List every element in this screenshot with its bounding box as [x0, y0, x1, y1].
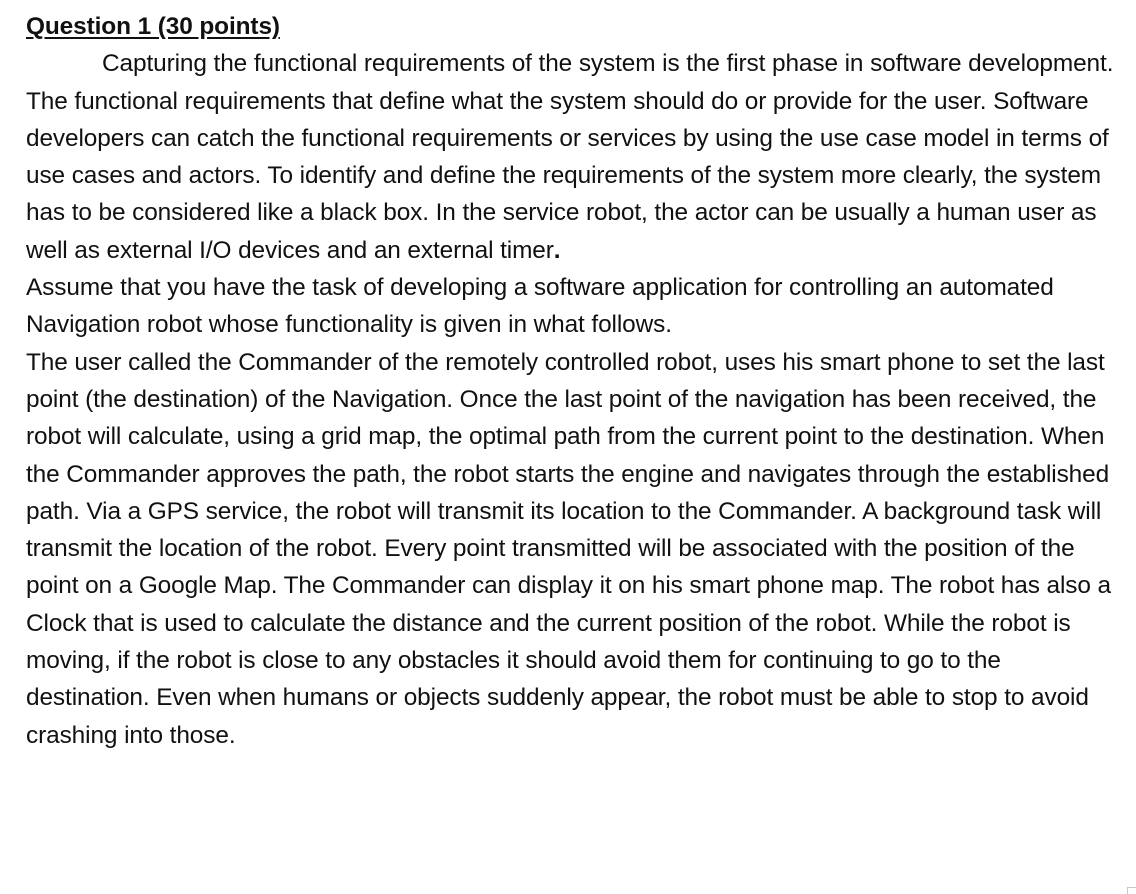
- paragraph-functional-requirements-text: Capturing the functional requirements of the system is the first phase in software development. The functional requirements that define what the system should do or provide for the user. Software developers can catch the functional requirements or services by using the use case model in terms of use cases and actors. To identify and define the requirements of the system more clearly, the system has to be considered like a black box. In the service robot, the actor can be usually a human user as well as external I/O devices and an external timer: [26, 50, 1114, 264]
- page-corner-mark: [1127, 887, 1136, 894]
- paragraph-task-assumption: Assume that you have the task of developing a software application for controlling an automated Navigation robot whose functionality is given in what follows.: [26, 274, 1054, 339]
- question-title: Question 1 (30 points): [26, 13, 280, 40]
- paragraph-robot-description: The user called the Commander of the remotely controlled robot, uses his smart phone to set the last point (the destination) of the Navigation. Once the last point of the navigation has been received, the robot will calculate, using a grid map, the optimal path from the current point to the destination. When the Commander approves the path, the robot starts the engine and navigates through the established path. Via a GPS service, the robot will transmit its location to the Commander. A background task will transmit the location of the robot. Every point transmitted will be associated with the position of the point on a Google Map. The Commander can display it on his smart phone map. The robot has also a Clock that is used to calculate the distance and the current position of the robot. While the robot is moving, if the robot is close to any obstacles it should avoid them for continuing to go to the destination. Even when humans or objects suddenly appear, the robot must be able to stop to avoid crashing into those.: [26, 348, 1111, 749]
- paragraph-functional-requirements: [26, 45, 1116, 269]
- document-page: [26, 8, 1116, 754]
- paragraph-end-period: .: [553, 236, 561, 264]
